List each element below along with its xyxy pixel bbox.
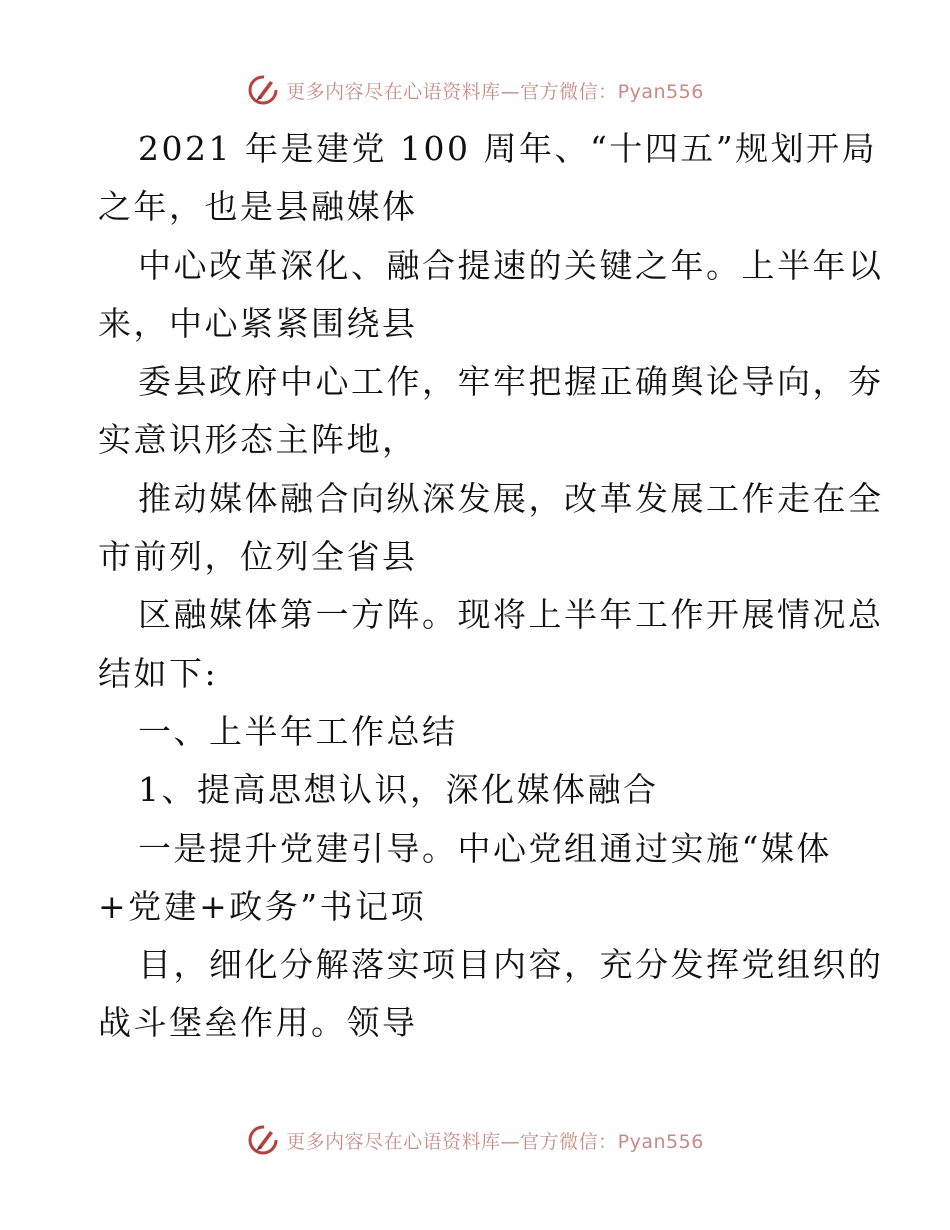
brush-pen-logo-icon: [246, 73, 280, 107]
text-line: 2021 年是建党 100 周年、“十四五”规划开局: [138, 129, 878, 168]
text-line: 一是提升党建引导。中心党组通过实施“媒体: [138, 828, 832, 868]
text-line: 区融媒体第一方阵。现将上半年工作开展情况总: [138, 595, 884, 635]
text-line: 中心改革深化、融合提速的关键之年。上半年以: [138, 245, 884, 285]
text-line: 战斗堡垒作用。领导: [98, 1003, 418, 1043]
text-line: 之年，也是县融媒体: [98, 187, 418, 227]
text-line: 委县政府中心工作，牢牢把握正确舆论导向，夯: [138, 362, 884, 402]
subsection-heading: 1、提高思想认识，深化媒体融合: [138, 770, 659, 810]
document-body: [98, 120, 884, 1053]
text-line: +党建+政务”书记项: [98, 886, 427, 926]
footer-banner: [0, 1120, 950, 1160]
brush-pen-logo-icon: [246, 1123, 280, 1157]
footer-banner-text: 更多内容尽在心语资料库—官方微信：Pyan556: [286, 1130, 704, 1153]
header-banner: [0, 70, 950, 110]
text-line: 推动媒体融合向纵深发展，改革发展工作走在全: [138, 478, 884, 518]
text-line: 市前列，位列全省县: [98, 537, 418, 577]
text-line: 结如下:: [98, 653, 219, 693]
section-heading: 一、上半年工作总结: [138, 711, 458, 751]
text-line: 实意识形态主阵地，: [98, 420, 418, 460]
header-banner-text: 更多内容尽在心语资料库—官方微信：Pyan556: [286, 80, 704, 103]
text-line: 来，中心紧紧围绕县: [98, 303, 418, 343]
text-line: 目，细化分解落实项目内容，充分发挥党组织的: [138, 945, 884, 985]
